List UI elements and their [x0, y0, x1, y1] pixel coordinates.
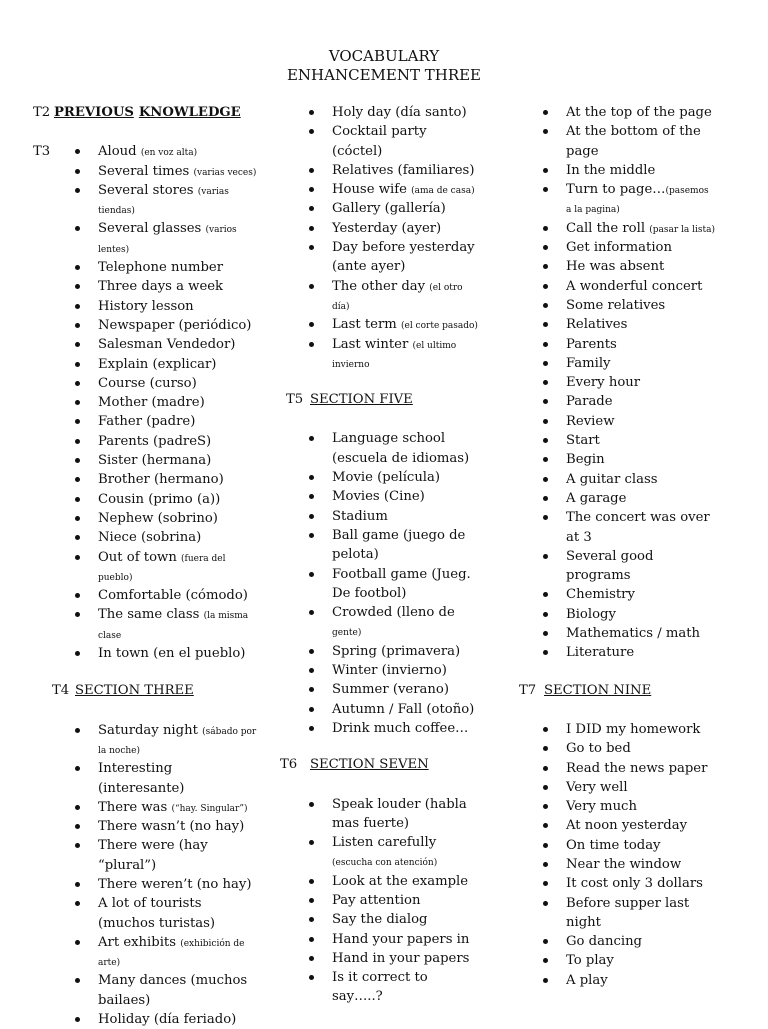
column-3 [515, 103, 715, 990]
item-translation: gente) [332, 628, 362, 639]
item-text: Several glasses [98, 221, 206, 237]
list-item [566, 489, 716, 508]
item-translation: (el otro día) [332, 282, 463, 312]
item-translation: (varias tiendas) [98, 186, 229, 217]
list-item [332, 795, 480, 834]
list-item [332, 238, 480, 277]
list-item [332, 315, 480, 334]
list-item [566, 797, 716, 816]
item-text: There were (hay “plural”) [98, 838, 208, 873]
item-text: Look at the example [332, 873, 469, 889]
list-item [332, 930, 480, 949]
item-text: Out of town [98, 549, 182, 565]
title-line-1: VOCABULARY [328, 47, 440, 65]
list-item [98, 258, 258, 277]
list-item [332, 603, 480, 642]
item-text: Telephone number [98, 260, 224, 276]
t7-code: T7 [519, 682, 537, 698]
list-item [98, 817, 258, 836]
item-text: Several good programs [566, 548, 654, 584]
item-text: History lesson [98, 298, 194, 314]
title-line-2: ENHANCEMENT THREE [286, 66, 482, 84]
item-text: Ball game (juego de pelota) [332, 527, 466, 563]
item-text: Stadium [332, 508, 388, 524]
list-item [98, 1010, 258, 1029]
item-translation: (pasar la lista) [649, 224, 716, 235]
list-item [566, 161, 716, 180]
t5-heading [280, 390, 480, 409]
list-item [566, 315, 716, 334]
item-translation: (sábado por la noche) [98, 726, 257, 756]
item-text: Saturday night [98, 722, 203, 738]
t2-heading [33, 103, 278, 122]
list-item [566, 412, 716, 431]
item-text: To play [566, 953, 614, 969]
item-text: Chemistry [566, 587, 635, 603]
item-text: The same class [98, 607, 204, 623]
item-text: Course (curso) [98, 375, 197, 391]
list-item [566, 605, 716, 624]
item-text: Several stores [98, 182, 198, 198]
item-text: A play [566, 972, 608, 988]
list-item [332, 468, 480, 487]
list-item [332, 277, 480, 316]
list-item [98, 875, 258, 894]
column-1 [33, 103, 278, 1029]
t7-title: SECTION NINE [544, 682, 652, 698]
list-item [98, 277, 258, 296]
item-text: Day before yesterday (ante ayer) [332, 240, 475, 275]
list-item [566, 257, 716, 276]
item-text: Art exhibits [98, 934, 181, 950]
list-item [332, 103, 480, 122]
item-text: Last winter [332, 336, 413, 352]
item-text: Comfortable (cómodo) [98, 588, 248, 604]
item-text: Niece (sobrina) [98, 530, 202, 546]
item-translation: (pasemos a la pagina) [566, 186, 709, 216]
list-item [566, 585, 716, 604]
item-translation: (“hay. Singular”) [171, 803, 248, 814]
item-text: There weren’t (no hay) [98, 876, 252, 892]
list-item [98, 432, 258, 451]
list-item [98, 605, 258, 644]
item-text: The other day [332, 278, 430, 294]
item-text: Last term [332, 317, 401, 333]
list-item [566, 894, 716, 933]
list-item [332, 833, 480, 872]
item-translation: (exhibición de arte) [98, 938, 245, 969]
list-item [332, 335, 480, 374]
item-translation: (la misma clase [98, 611, 249, 641]
list-item [332, 429, 480, 468]
list-item [332, 968, 480, 1007]
item-translation: (varias veces) [193, 167, 257, 178]
item-text: He was absent [566, 259, 665, 275]
item-text: A guitar class [566, 471, 658, 487]
list-item [332, 891, 480, 910]
list-item [98, 490, 258, 509]
item-text: Gallery (gallería) [332, 201, 446, 217]
col3-top-list [566, 103, 716, 663]
list-item [332, 122, 480, 161]
list-item [566, 508, 716, 547]
list-item [332, 565, 480, 604]
list-item [332, 949, 480, 968]
item-text: Listen carefully [332, 835, 437, 851]
item-text: Parade [566, 394, 613, 410]
t4-heading [33, 681, 278, 700]
list-item [566, 180, 716, 219]
list-item [98, 335, 258, 354]
list-item [332, 180, 480, 199]
item-text: Sister (hermana) [98, 453, 212, 469]
list-item [566, 547, 716, 586]
list-item [566, 932, 716, 951]
list-item [566, 836, 716, 855]
item-text: Before supper last night [566, 895, 690, 930]
t2-knowledge: KNOWLEDGE [138, 105, 241, 120]
list-item [332, 910, 480, 929]
list-item [98, 528, 258, 547]
list-item [566, 238, 716, 257]
t2-code: T2 [33, 105, 51, 120]
item-text: Aloud [98, 144, 141, 160]
item-text: Parents (padreS) [98, 433, 212, 449]
item-text: Biology [566, 606, 616, 622]
list-item [566, 122, 716, 161]
item-translation: (ama de casa) [411, 186, 475, 197]
item-text: Several times [98, 163, 194, 179]
item-text: Review [566, 413, 615, 429]
item-translation: (varios lentes) [98, 225, 237, 255]
item-text: A lot of tourists (muchos turistas) [98, 896, 216, 931]
item-text: Summer (verano) [332, 682, 449, 698]
list-item [332, 199, 480, 218]
item-translation: (el ultimo invierno [332, 340, 457, 370]
t3-list [98, 142, 258, 663]
document-title [0, 47, 768, 85]
item-text: Movie (película) [332, 470, 441, 486]
t6-heading [280, 755, 480, 774]
list-item [98, 644, 258, 663]
item-text: Many dances (muchos bailaes) [98, 973, 248, 1008]
list-item [98, 894, 258, 933]
item-text: Crowded (lleno de [332, 605, 455, 621]
list-item [332, 719, 480, 738]
item-text: Cousin (primo (a)) [98, 491, 221, 507]
t2-previous: PREVIOUS [54, 105, 134, 120]
item-text: Football game (Jueg. De footbol) [332, 566, 471, 601]
col2-top-list [332, 103, 480, 373]
list-item [98, 586, 258, 605]
item-text: Say the dialog [332, 912, 428, 928]
item-text: Family [566, 355, 611, 371]
list-item [566, 335, 716, 354]
t5-code: T5 [286, 392, 304, 408]
list-item [98, 451, 258, 470]
list-item [98, 393, 258, 412]
item-text: I DID my homework [566, 721, 701, 737]
list-item [98, 162, 258, 181]
list-item [98, 181, 258, 220]
t4-title: SECTION THREE [75, 683, 194, 699]
list-item [332, 872, 480, 891]
item-text: Father (padre) [98, 414, 196, 430]
item-text: House wife [332, 182, 412, 198]
item-text: Winter (invierno) [332, 663, 447, 679]
list-item [332, 642, 480, 661]
item-text: A wonderful concert [566, 278, 703, 294]
item-text: Language school (escuela de idiomas) [332, 431, 470, 466]
list-item [332, 219, 480, 238]
list-item [332, 487, 480, 506]
list-item [566, 470, 716, 489]
list-item [566, 778, 716, 797]
item-text: Start [566, 433, 600, 449]
list-item [566, 759, 716, 778]
item-text: Mother (madre) [98, 395, 205, 411]
item-text: Call the roll [566, 220, 650, 236]
item-text: Movies (Cine) [332, 489, 425, 505]
item-text: Brother (hermano) [98, 472, 224, 488]
item-text: Relatives [566, 317, 628, 333]
list-item [332, 661, 480, 680]
t6-list [332, 795, 480, 1007]
list-item [98, 219, 258, 258]
item-text: Literature [566, 645, 635, 661]
list-item [98, 412, 258, 431]
list-item [566, 720, 716, 739]
list-item [98, 509, 258, 528]
item-text: Mathematics / math [566, 626, 700, 642]
item-text: The concert was over at 3 [566, 510, 710, 545]
item-text: Autumn / Fall (otoño) [332, 701, 475, 717]
item-text: Pay attention [332, 892, 421, 908]
item-text: Relatives (familiares) [332, 162, 475, 178]
item-text: Very much [566, 799, 637, 815]
list-item [98, 355, 258, 374]
list-item [566, 624, 716, 643]
list-item [566, 855, 716, 874]
list-item [566, 296, 716, 315]
item-text: Read the news paper [566, 760, 708, 776]
item-text: Is it correct to say…..? [332, 970, 428, 1005]
t6-title: SECTION SEVEN [310, 757, 429, 773]
item-text: Yesterday (ayer) [332, 220, 442, 236]
item-text: In town (en el pueblo) [98, 646, 246, 662]
list-item [566, 971, 716, 990]
list-item [98, 374, 258, 393]
item-text: Begin [566, 452, 605, 468]
item-text: Speak louder (habla mas fuerte) [332, 796, 467, 831]
t5-title: SECTION FIVE [310, 392, 413, 408]
item-text: Hand in your papers [332, 950, 470, 966]
list-item [566, 450, 716, 469]
item-text: Drink much coffee… [332, 720, 469, 736]
list-item [98, 759, 258, 798]
list-item [566, 392, 716, 411]
list-item [332, 161, 480, 180]
item-text: At noon yesterday [566, 818, 688, 834]
t7-list [566, 720, 716, 990]
item-text: In the middle [566, 162, 656, 178]
item-text: It cost only 3 dollars [566, 876, 703, 892]
list-item [332, 507, 480, 526]
item-text: Salesman Vendedor) [98, 337, 236, 353]
item-text: Some relatives [566, 297, 666, 313]
item-text: At the bottom of the page [566, 124, 701, 159]
t5-list [332, 429, 480, 738]
list-item [566, 816, 716, 835]
t6-code: T6 [280, 757, 298, 773]
item-text: Every hour [566, 375, 641, 391]
list-item [98, 721, 258, 760]
item-text: Get information [566, 240, 672, 256]
t7-heading [515, 681, 715, 700]
list-item [566, 219, 716, 238]
item-translation: (el corte pasado) [400, 321, 478, 332]
list-item [566, 373, 716, 392]
item-translation: (escucha con atención) [332, 858, 438, 869]
list-item [332, 680, 480, 699]
item-text: Holiday (día feriado) [98, 1012, 237, 1028]
item-text: Interesting (interesante) [98, 761, 185, 796]
list-item [98, 297, 258, 316]
item-text: Cocktail party (cóctel) [332, 124, 427, 159]
item-translation: (fuera del pueblo) [98, 553, 226, 583]
item-text: At the top of the page [566, 105, 712, 120]
item-text: On time today [566, 837, 661, 853]
item-text: Go dancing [566, 934, 643, 950]
list-item [566, 739, 716, 758]
item-text: Nephew (sobrino) [98, 510, 218, 526]
item-text: There wasn’t (no hay) [98, 819, 245, 835]
list-item [566, 643, 716, 662]
item-text: Three days a week [98, 279, 224, 295]
t3-code: T3 [33, 144, 51, 160]
item-text: Turn to page… [566, 182, 666, 198]
item-translation: (en voz alta) [140, 148, 198, 159]
list-item [98, 971, 258, 1010]
list-item [98, 798, 258, 817]
item-text: Near the window [566, 856, 682, 872]
list-item [98, 316, 258, 335]
t4-code: T4 [52, 683, 70, 699]
list-item [98, 142, 258, 161]
t4-list [98, 721, 258, 1029]
item-text: Holy day (día santo) [332, 105, 467, 120]
list-item [98, 836, 258, 875]
list-item [98, 933, 258, 972]
list-item [566, 354, 716, 373]
list-item [332, 526, 480, 565]
item-text: A garage [566, 490, 627, 506]
list-item [332, 700, 480, 719]
item-text: Very well [566, 779, 628, 795]
list-item [566, 431, 716, 450]
list-item [98, 548, 258, 587]
t3-block [33, 142, 278, 663]
item-text: Hand your papers in [332, 931, 470, 947]
item-text: Go to bed [566, 741, 631, 757]
item-text: Explain (explicar) [98, 356, 217, 372]
list-item [566, 277, 716, 296]
list-item [566, 874, 716, 893]
item-text: Newspaper (periódico) [98, 317, 252, 333]
list-item [566, 951, 716, 970]
column-2 [280, 103, 480, 1007]
item-text: Parents [566, 336, 617, 352]
item-text: Spring (primavera) [332, 643, 461, 659]
item-text: There was [98, 799, 172, 815]
list-item [98, 470, 258, 489]
list-item [566, 103, 716, 122]
